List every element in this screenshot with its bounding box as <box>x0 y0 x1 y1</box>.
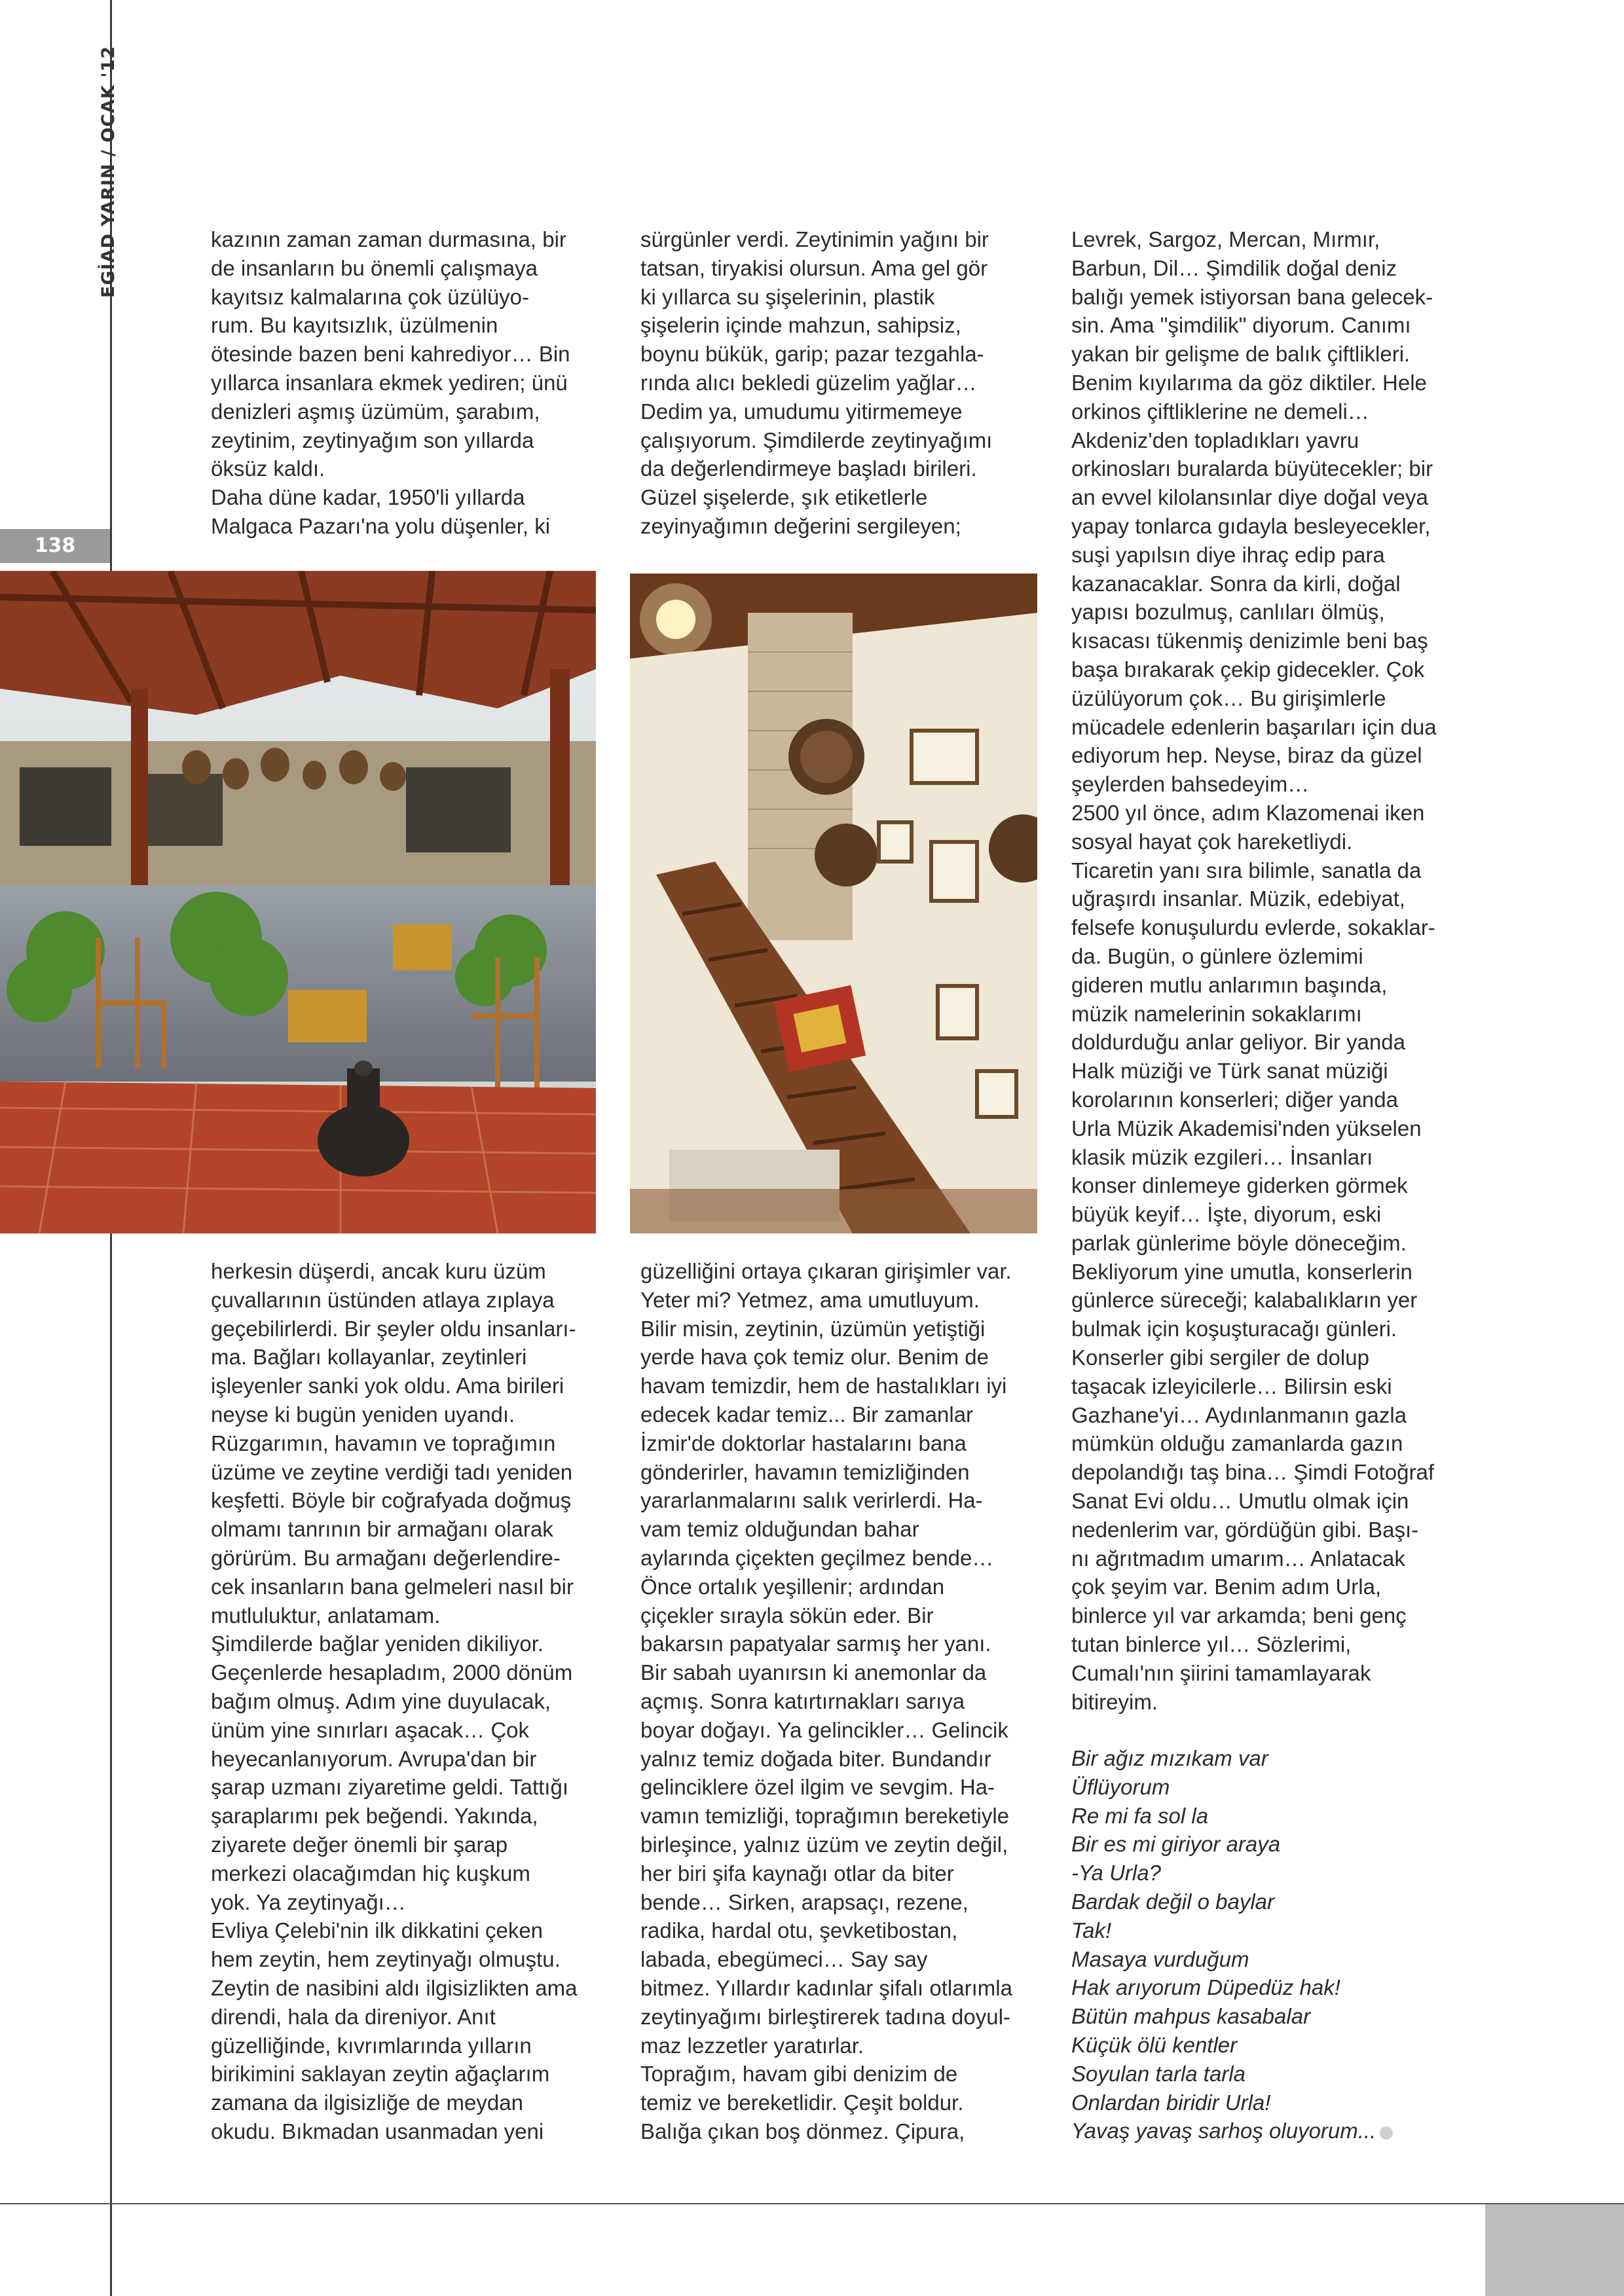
text-line: vamın temizliği, toprağımın bereketiyle <box>640 1804 1010 1829</box>
text-line: geçebilirlerdi. Bir şeyler oldu insanları- <box>211 1316 576 1341</box>
text-line: yalnız temiz doğada biter. Bundandır <box>640 1746 991 1771</box>
text-line: ki yıllarca su şişelerinin, plastik <box>640 284 935 309</box>
text-line: doldurduğu anlar geliyor. Bir yanda <box>1071 1030 1406 1055</box>
text-line: Daha düne kadar, 1950'li yıllarda <box>211 485 525 510</box>
text-line: da. Bugün, o günlere özlemimi <box>1071 943 1363 968</box>
poem-line: Bardak değil o baylar <box>1071 1889 1275 1914</box>
text-line: başa bırakarak çekip gidecekler. Çok <box>1071 657 1425 682</box>
text-line: hem zeytin, hem zeytinyağı olmuştu. <box>211 1947 561 1972</box>
text-line: kayıtsız kalmalarına çok üzülüyo- <box>211 284 530 309</box>
text-line: birikimini saklayan zeytin ağaçlarım <box>211 2062 550 2086</box>
text-line: korolarının konserleri; diğer yanda <box>1071 1087 1398 1112</box>
text-line: sürgünler verdi. Zeytinimin yağını bir <box>640 227 989 251</box>
text-line: klasik müzik ezgileri… İnsanları <box>1071 1144 1373 1169</box>
text-line: Şimdilerde bağlar yeniden dikiliyor. <box>211 1631 544 1656</box>
text-line: müzik namelerinin sokaklarımı <box>1071 1001 1362 1026</box>
column-1-bottom <box>211 1257 617 2146</box>
poem-line: Yavaş yavaş sarhoş oluyorum... <box>1071 2119 1376 2143</box>
text-line: labada, ebegümeci… Say say <box>640 1947 928 1972</box>
text-line: çuvallarının üstünden atlaya zıplaya <box>211 1287 555 1312</box>
text-line: sosyal hayat çok hareketliydi. <box>1071 829 1353 854</box>
text-line: çalışıyorum. Şimdilerde zeytinyağımı <box>640 428 993 452</box>
text-line: orkinos çiftliklerine ne demeli… <box>1071 399 1369 424</box>
staircase-interior-photo <box>630 574 1037 1233</box>
text-line: havam temizdir, hem de hastalıkları iyi <box>640 1374 1007 1398</box>
text-line: ötesinde bazen beni kahrediyor… Bin <box>211 342 570 367</box>
text-line: üzüme ve zeytine verdiği tadı yeniden <box>211 1459 573 1484</box>
text-line: şarap uzmanı ziyaretime geldi. Tattığı <box>211 1775 568 1800</box>
column-2-top <box>640 225 1040 541</box>
text-line: ma. Bağları kollayanlar, zeytinleri <box>211 1345 527 1370</box>
footer-rule <box>0 2203 1624 2204</box>
poem-line: Onlardan biridir Urla! <box>1071 2090 1271 2115</box>
text-line: da değerlendirmeye başladı birileri. <box>640 456 977 481</box>
text-line: mümkün olduğu zamanlarda gazın <box>1071 1431 1403 1456</box>
text-line: aylarında çiçekten geçilmez bende… <box>640 1545 994 1570</box>
text-line: Ticaretin yanı sıra bilimle, sanatla da <box>1071 858 1422 883</box>
text-line: vam temiz olduğundan bahar <box>640 1517 919 1542</box>
market-courtyard-photo <box>0 571 596 1233</box>
text-line: temiz ve bereketlidir. Çeşit boldur. <box>640 2090 964 2115</box>
text-line: Toprağım, havam gibi denizim de <box>640 2062 958 2086</box>
text-line: balığı yemek istiyorsan bana gelecek- <box>1071 284 1433 309</box>
text-line: Malgaca Pazarı'na yolu düşenler, ki <box>211 513 551 538</box>
text-line: 2500 yıl önce, adım Klazomenai iken <box>1071 800 1425 825</box>
text-line: zeytinim, zeytinyağım son yıllarda <box>211 428 534 452</box>
text-line: Rüzgarımın, havamın ve toprağımın <box>211 1430 556 1455</box>
text-line: mutluluktur, anlatamam. <box>211 1603 441 1628</box>
text-line: Geçenlerde hesapladım, 2000 dönüm <box>211 1660 573 1685</box>
text-line: yok. Ya zeytinyağı… <box>211 1889 406 1914</box>
text-line: yapısı bozulmuş, canlıları ölmüş, <box>1071 600 1385 625</box>
text-line: Halk müziği ve Türk sanat müziği <box>1071 1059 1388 1084</box>
end-of-article-dot-icon <box>1380 2126 1393 2140</box>
text-line: yapay tonlarca gıdayla besleyecekler, <box>1071 513 1431 538</box>
running-header: EGİAD YARIN / OCAK '12 <box>98 45 119 298</box>
text-line: ediyorum hep. Neyse, biraz da güzel <box>1071 743 1422 768</box>
poem-line: Tak! <box>1071 1918 1112 1942</box>
text-line: Akdeniz'den topladıkları yavru <box>1071 428 1359 452</box>
text-line: Yeter mi? Yetmez, ama umutluyum. <box>640 1287 980 1312</box>
text-line: rum. Bu kayıtsızlık, üzülmenin <box>211 313 498 338</box>
text-line: bakarsın papatyalar sarmış her yanı. <box>640 1631 991 1656</box>
text-line: açmış. Sonra katırtırnakları sarıya <box>640 1688 965 1713</box>
text-line: büyük keyif… İşte, diyorum, eski <box>1071 1202 1382 1227</box>
text-line: maz lezzetler yaratırlar. <box>640 2033 864 2058</box>
text-line: yıllarca insanlara ekmek yediren; ünü <box>211 370 568 395</box>
staircase-interior-icon <box>630 574 1037 1233</box>
text-line: yakan bir gelişme de balık çiftlikleri. <box>1071 342 1411 367</box>
poem-line: Soyulan tarla tarla <box>1071 2061 1246 2086</box>
text-line: üzülüyorum çok… Bu girişimlerle <box>1071 685 1386 710</box>
text-line: güzelliğini ortaya çıkaran girişimler var. <box>640 1259 1012 1283</box>
text-line: şaraplarımı pek beğendi. Yakında, <box>211 1804 538 1829</box>
text-line: şişelerin içinde mahzun, sahipsiz, <box>640 313 961 338</box>
text-line: Bekliyorum yine umutla, konserlerin <box>1071 1259 1412 1284</box>
text-line: bulmak için koşuşturacağı günleri. <box>1071 1317 1397 1341</box>
text-line: günlerce süreceği; kalabalıkların yer <box>1071 1288 1418 1313</box>
text-line: ünüm yine sınırları aşacak… Çok <box>211 1717 530 1742</box>
market-courtyard-icon <box>0 571 596 1233</box>
text-line: İzmir'de doktorlar hastalarını bana <box>640 1430 967 1455</box>
poem-line: Bir ağız mızıkam var <box>1071 1746 1268 1770</box>
text-line: yerde hava çok temiz olur. Benim de <box>640 1345 989 1370</box>
page-number: 138 <box>34 534 76 557</box>
poem <box>1071 1744 1490 2145</box>
text-line: an evvel kilolansınlar diye doğal veya <box>1071 485 1428 510</box>
poem-line: Hak arıyorum Düpedüz hak! <box>1071 1975 1340 2000</box>
text-line: çok şeyim var. Benim adım Urla, <box>1071 1575 1382 1599</box>
text-line: cek insanların bana gelmeleri nasıl bir <box>211 1574 574 1599</box>
poem-line: -Ya Urla? <box>1071 1861 1161 1886</box>
text-line: de insanların bu önemli çalışmaya <box>211 255 538 280</box>
text-line: boyar doğayı. Ya gelincikler… Gelincik <box>640 1717 1008 1742</box>
text-line: Barbun, Dil… Şimdilik doğal deniz <box>1071 255 1397 280</box>
column-2-bottom <box>640 1257 1053 2146</box>
text-line: Evliya Çelebi'nin ilk dikkatini çeken <box>211 1918 544 1943</box>
text-line: keşfetti. Böyle bir coğrafyada doğmuş <box>211 1488 572 1513</box>
text-line: Benim kıyılarıma da göz diktiler. Hele <box>1071 370 1427 395</box>
text-line: direndi, hala da direniyor. Anıt <box>211 2004 496 2029</box>
text-line: Bir sabah uyanırsın ki anemonlar da <box>640 1660 987 1685</box>
text-line: bitireyim. <box>1071 1689 1158 1714</box>
text-line: işleyenler sanki yok oldu. Ama birileri <box>211 1374 564 1398</box>
text-line: nı ağrıtmadım umarım… Anlatacak <box>1071 1546 1405 1571</box>
text-line: birleşince, yalnız üzüm ve zeytin değil, <box>640 1832 1008 1857</box>
poem-line: Re mi fa sol la <box>1071 1803 1209 1828</box>
text-line: merkezi olacağımdan hiç kuşkum <box>211 1861 530 1886</box>
poem-line: Bütün mahpus kasabalar <box>1071 2004 1311 2029</box>
text-line: mücadele edenlerin başarıları için dua <box>1071 714 1437 739</box>
text-line: ziyarete değer önemli bir şarap <box>211 1832 508 1857</box>
text-line: Balığa çıkan boş dönmez. Çipura, <box>640 2119 965 2143</box>
poem-line: Bir es mi giriyor araya <box>1071 1832 1281 1857</box>
text-line: boynu bükük, garip; pazar tezgahla- <box>640 342 984 367</box>
text-line: olmamı tanrının bir armağanı olarak <box>211 1517 553 1542</box>
text-line: sin. Ama "şimdilik" diyorum. Canımı <box>1071 313 1411 338</box>
text-line: zeytinyağımı birleştirerek tadına doyul- <box>640 2004 1010 2029</box>
poem-last-line <box>1071 2117 1490 2145</box>
text-line: uğraşırdı insanlar. Müzik, edebiyat, <box>1071 886 1405 911</box>
text-line: nedenlerim var, gördüğün gibi. Başı- <box>1071 1517 1419 1542</box>
column-1-top <box>211 225 604 541</box>
text-line: kısacası tükenmiş denizimle beni baş <box>1071 629 1428 653</box>
text-line: bitmez. Yıllardır kadınlar şifalı otlarımla <box>640 1975 1012 2000</box>
text-line: Önce ortalık yeşillenir; ardından <box>640 1574 945 1599</box>
text-line: rında alıcı bekledi güzelim yağlar… <box>640 370 977 395</box>
text-line: öksüz kaldı. <box>211 456 325 481</box>
text-line: tatsan, tiryakisi olursun. Ama gel gör <box>640 255 988 280</box>
column-3 <box>1071 225 1490 1716</box>
text-line: bağım olmuş. Adım yine duyulacak, <box>211 1688 551 1713</box>
text-line: şeylerden bahsedeyim… <box>1071 772 1310 797</box>
text-line: güzelliğinde, kıvrımlarında yılların <box>211 2033 532 2058</box>
text-line: kazının zaman zaman durmasına, bir <box>211 227 566 251</box>
text-line: zamana da ilgisizliğe de meydan <box>211 2090 523 2115</box>
text-line: yararlanmalarını salık verirlerdi. Ha- <box>640 1488 983 1513</box>
corner-tab <box>1485 2204 1624 2296</box>
poem-line: Küçük ölü kentler <box>1071 2032 1238 2057</box>
text-line: bende… Sirken, arapsaçı, rezene, <box>640 1889 969 1914</box>
text-line: Gazhane'yi… Aydınlanmanın gazla <box>1071 1402 1407 1427</box>
text-line: Levrek, Sargoz, Mercan, Mırmır, <box>1071 227 1380 251</box>
poem-line: Masaya vurduğum <box>1071 1946 1249 1971</box>
text-line: kazanacaklar. Sonra da kirli, doğal <box>1071 571 1401 596</box>
poem-line: Üflüyorum <box>1071 1774 1170 1799</box>
text-line: okudu. Bıkmadan usanmadan yeni <box>211 2119 544 2143</box>
text-line: radika, hardal otu, şevketibostan, <box>640 1918 958 1943</box>
text-line: konser dinlemeye giderken görmek <box>1071 1173 1408 1198</box>
text-line: Cumalı'nın şiirini tamamlayarak <box>1071 1660 1371 1685</box>
text-line: suşi yapılsın diye ihraç edip para <box>1071 542 1385 567</box>
text-line: herkesin düşerdi, ancak kuru üzüm <box>211 1259 546 1283</box>
text-line: çiçekler sırayla sökün eder. Bir <box>640 1603 934 1628</box>
text-line: orkinosları buralarda büyütecekler; bir <box>1071 456 1433 481</box>
text-line: Sanat Evi oldu… Umutlu olmak için <box>1071 1489 1409 1514</box>
text-line: zeyinyağımın değerini sergileyen; <box>640 513 961 538</box>
text-line: neyse ki bugün yeniden uyandı. <box>211 1402 515 1427</box>
text-line: Güzel şişelerde, şık etiketlerle <box>640 485 928 510</box>
text-line: heyecanlanıyorum. Avrupa'dan bir <box>211 1746 537 1771</box>
text-line: binlerce yıl var arkamda; beni genç <box>1071 1603 1407 1628</box>
text-line: Konserler gibi sergiler de dolup <box>1071 1345 1369 1370</box>
text-line: edecek kadar temiz... Bir zamanlar <box>640 1402 974 1427</box>
text-line: Zeytin de nasibini aldı ilgisizlikten ama <box>211 1975 578 2000</box>
text-line: gideren mutlu anlarımın başında, <box>1071 972 1388 997</box>
text-line: gönderirler, havamın temizliğinden <box>640 1459 970 1484</box>
text-line: denizleri aşmış üzümüm, şarabım, <box>211 399 540 424</box>
text-line: her biri şifa kaynağı otlar da biter <box>640 1861 954 1886</box>
text-line: görürüm. Bu armağanı değerlendire- <box>211 1545 561 1570</box>
text-line: depolandığı taş bina… Şimdi Fotoğraf <box>1071 1460 1434 1485</box>
text-line: taşacak izleyicilerle… Bilirsin eski <box>1071 1374 1392 1398</box>
text-line: Dedim ya, umudumu yitirmemeye <box>640 399 963 424</box>
text-line: tutan binlerce yıl… Sözlerimi, <box>1071 1632 1352 1657</box>
text-line: Urla Müzik Akademisi'nden yükselen <box>1071 1116 1422 1140</box>
text-line: felsefe konuşulurdu evlerde, sokaklar- <box>1071 915 1435 940</box>
text-line: gelinciklere özel ilgim ve sevgim. Ha- <box>640 1775 995 1800</box>
text-line: parlak günlerime böyle döneceğim. <box>1071 1230 1407 1255</box>
text-line: Bilir misin, zeytinin, üzümün yetiştiği <box>640 1316 986 1341</box>
